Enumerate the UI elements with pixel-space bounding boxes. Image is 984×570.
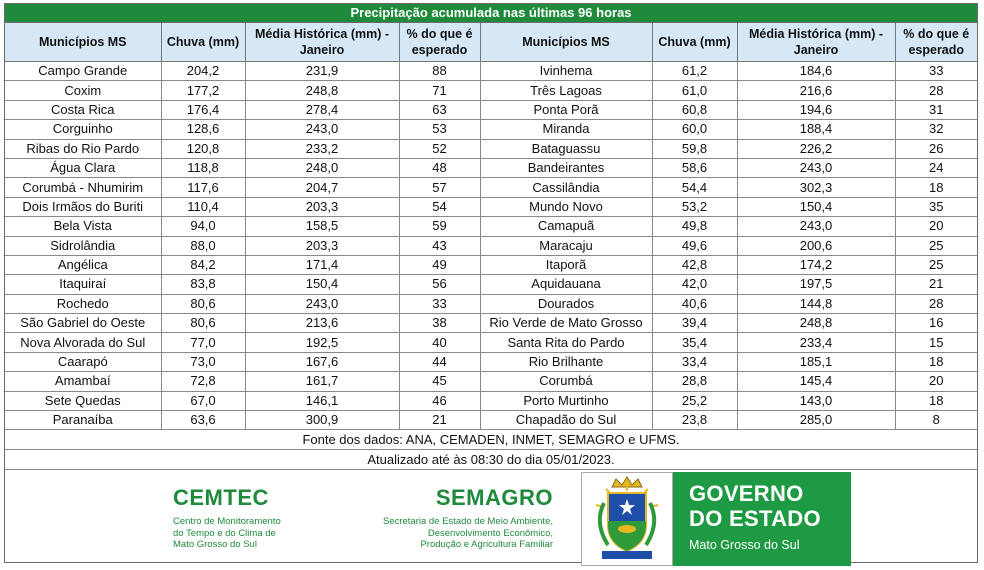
- cell-chuva: 39,4: [652, 314, 737, 333]
- semagro-desc-line: Desenvolvimento Econômico,: [427, 527, 553, 539]
- cell-percent: 49: [399, 255, 480, 274]
- cell-municipio: Sidrolândia: [5, 236, 161, 255]
- precipitation-table: [5, 23, 977, 430]
- cell-percent: 32: [895, 120, 977, 139]
- table-row: [5, 217, 977, 236]
- cell-chuva: 84,2: [161, 255, 245, 274]
- cell-media: 248,0: [245, 158, 399, 177]
- governo-subtitle: Mato Grosso do Sul: [689, 538, 800, 553]
- cell-chuva: 128,6: [161, 120, 245, 139]
- cell-municipio: Rio Brilhante: [480, 352, 652, 371]
- cell-chuva: 35,4: [652, 333, 737, 352]
- cell-municipio: Itaquiraí: [5, 275, 161, 294]
- semagro-name: SEMAGRO: [435, 485, 553, 511]
- cell-municipio: Maracaju: [480, 236, 652, 255]
- table-row: [5, 294, 977, 313]
- cell-percent: 57: [399, 178, 480, 197]
- cell-media: 213,6: [245, 314, 399, 333]
- cell-percent: 25: [895, 255, 977, 274]
- cell-municipio: Mundo Novo: [480, 197, 652, 216]
- table-row: [5, 139, 977, 158]
- cell-percent: 26: [895, 139, 977, 158]
- cell-chuva: 54,4: [652, 178, 737, 197]
- cell-percent: 52: [399, 139, 480, 158]
- cell-municipio: Santa Rita do Pardo: [480, 333, 652, 352]
- cell-media: 200,6: [737, 236, 895, 255]
- governo-title: [689, 481, 821, 531]
- precipitation-report: [4, 3, 978, 563]
- table-row: [5, 81, 977, 100]
- cell-media: 194,6: [737, 100, 895, 119]
- cell-media: 150,4: [737, 197, 895, 216]
- table-row: [5, 120, 977, 139]
- table-header-row: [5, 23, 977, 62]
- cell-chuva: 60,0: [652, 120, 737, 139]
- cell-municipio: Rio Verde de Mato Grosso: [480, 314, 652, 333]
- semagro-desc-line: Secretaria de Estado de Meio Ambiente,: [382, 516, 553, 528]
- cemtec-description: [173, 516, 323, 551]
- cell-media: 203,3: [245, 236, 399, 255]
- cell-percent: 16: [895, 314, 977, 333]
- cell-media: 203,3: [245, 197, 399, 216]
- cell-municipio: Caarapó: [5, 352, 161, 371]
- cell-media: 145,4: [737, 372, 895, 391]
- cell-chuva: 61,2: [652, 62, 737, 81]
- cell-percent: 88: [399, 62, 480, 81]
- cell-chuva: 49,6: [652, 236, 737, 255]
- cell-media: 233,2: [245, 139, 399, 158]
- cell-municipio: Bandeirantes: [480, 158, 652, 177]
- cell-media: 233,4: [737, 333, 895, 352]
- cell-chuva: 25,2: [652, 391, 737, 410]
- data-source: Fonte dos dados: ANA, CEMADEN, INMET, SEMAGRO e UFMS.: [5, 430, 977, 450]
- cell-media: 174,2: [737, 255, 895, 274]
- cell-chuva: 88,0: [161, 236, 245, 255]
- table-row: [5, 275, 977, 294]
- cell-chuva: 80,6: [161, 294, 245, 313]
- cell-media: 243,0: [737, 158, 895, 177]
- cell-media: 192,5: [245, 333, 399, 352]
- cell-percent: 28: [895, 294, 977, 313]
- cell-chuva: 59,8: [652, 139, 737, 158]
- cell-chuva: 176,4: [161, 100, 245, 119]
- cell-chuva: 177,2: [161, 81, 245, 100]
- cell-percent: 21: [399, 411, 480, 430]
- cell-media: 167,6: [245, 352, 399, 371]
- cell-municipio: Ivinhema: [480, 62, 652, 81]
- cell-media: 248,8: [737, 314, 895, 333]
- cell-percent: 8: [895, 411, 977, 430]
- cell-municipio: Miranda: [480, 120, 652, 139]
- cell-municipio: Bela Vista: [5, 217, 161, 236]
- cell-media: 285,0: [737, 411, 895, 430]
- cell-chuva: 63,6: [161, 411, 245, 430]
- cell-percent: 24: [895, 158, 977, 177]
- header-municipio-right: Municípios MS: [480, 23, 652, 62]
- cell-percent: 18: [895, 391, 977, 410]
- cell-chuva: 110,4: [161, 197, 245, 216]
- cemtec-desc-line: do Tempo e do Clima de: [173, 527, 276, 539]
- table-row: [5, 197, 977, 216]
- cell-chuva: 120,8: [161, 139, 245, 158]
- cell-chuva: 80,6: [161, 314, 245, 333]
- governo-logo: [673, 472, 851, 566]
- table-row: [5, 372, 977, 391]
- cell-municipio: Costa Rica: [5, 100, 161, 119]
- cell-chuva: 204,2: [161, 62, 245, 81]
- table-row: [5, 314, 977, 333]
- semagro-description: [363, 516, 553, 551]
- table-row: [5, 333, 977, 352]
- cell-media: 143,0: [737, 391, 895, 410]
- cell-chuva: 118,8: [161, 158, 245, 177]
- cell-media: 184,6: [737, 62, 895, 81]
- update-timestamp: Atualizado até às 08:30 do dia 05/01/2023.: [5, 450, 977, 470]
- cell-chuva: 53,2: [652, 197, 737, 216]
- table-row: [5, 178, 977, 197]
- header-municipio-left: Municípios MS: [5, 23, 161, 62]
- governo-title-line: GOVERNO: [689, 481, 804, 507]
- cell-percent: 46: [399, 391, 480, 410]
- cell-media: 243,0: [245, 120, 399, 139]
- cell-municipio: Corguinho: [5, 120, 161, 139]
- cell-municipio: Dois Irmãos do Buriti: [5, 197, 161, 216]
- cell-media: 158,5: [245, 217, 399, 236]
- cell-percent: 18: [895, 352, 977, 371]
- cell-chuva: 42,0: [652, 275, 737, 294]
- coat-of-arms-icon: [582, 473, 672, 565]
- header-media-left: Média Histórica (mm) - Janeiro: [245, 23, 399, 62]
- cell-chuva: 42,8: [652, 255, 737, 274]
- cell-percent: 44: [399, 352, 480, 371]
- cell-media: 188,4: [737, 120, 895, 139]
- cell-percent: 63: [399, 100, 480, 119]
- cell-chuva: 58,6: [652, 158, 737, 177]
- cell-media: 278,4: [245, 100, 399, 119]
- cell-municipio: Bataguassu: [480, 139, 652, 158]
- cell-chuva: 60,8: [652, 100, 737, 119]
- header-media-right: Média Histórica (mm) - Janeiro: [737, 23, 895, 62]
- table-row: [5, 255, 977, 274]
- report-title: Precipitação acumulada nas últimas 96 horas: [5, 4, 977, 23]
- cell-percent: 33: [895, 62, 977, 81]
- cell-media: 144,8: [737, 294, 895, 313]
- cell-media: 302,3: [737, 178, 895, 197]
- cell-percent: 18: [895, 178, 977, 197]
- cell-percent: 28: [895, 81, 977, 100]
- cell-chuva: 83,8: [161, 275, 245, 294]
- semagro-desc-line: Produção e Agricultura Familiar: [420, 539, 553, 551]
- cell-media: 216,6: [737, 81, 895, 100]
- cell-percent: 21: [895, 275, 977, 294]
- header-percent-right: % do que é esperado: [895, 23, 977, 62]
- cell-municipio: Três Lagoas: [480, 81, 652, 100]
- cell-percent: 45: [399, 372, 480, 391]
- cell-percent: 56: [399, 275, 480, 294]
- cell-municipio: Aquidauana: [480, 275, 652, 294]
- table-row: [5, 236, 977, 255]
- cell-chuva: 77,0: [161, 333, 245, 352]
- cemtec-desc-line: Centro de Monitoramento: [173, 516, 281, 528]
- cell-media: 243,0: [245, 294, 399, 313]
- cell-municipio: Rochedo: [5, 294, 161, 313]
- cell-media: 171,4: [245, 255, 399, 274]
- cell-municipio: Corumbá: [480, 372, 652, 391]
- cell-media: 197,5: [737, 275, 895, 294]
- cell-percent: 35: [895, 197, 977, 216]
- cell-municipio: Corumbá - Nhumirim: [5, 178, 161, 197]
- cell-municipio: Porto Murtinho: [480, 391, 652, 410]
- table-row: [5, 158, 977, 177]
- cell-percent: 43: [399, 236, 480, 255]
- cell-media: 146,1: [245, 391, 399, 410]
- cell-municipio: Nova Alvorada do Sul: [5, 333, 161, 352]
- cell-media: 161,7: [245, 372, 399, 391]
- table-body: [5, 62, 977, 430]
- header-chuva-right: Chuva (mm): [652, 23, 737, 62]
- cell-municipio: Camapuã: [480, 217, 652, 236]
- cell-percent: 54: [399, 197, 480, 216]
- cell-percent: 25: [895, 236, 977, 255]
- cell-percent: 40: [399, 333, 480, 352]
- cell-municipio: Paranaíba: [5, 411, 161, 430]
- cemtec-logo: [173, 486, 323, 551]
- cell-municipio: Água Clara: [5, 158, 161, 177]
- cell-percent: 20: [895, 217, 977, 236]
- table-row: [5, 411, 977, 430]
- cemtec-desc-line: Mato Grosso do Sul: [173, 539, 257, 551]
- cell-chuva: 33,4: [652, 352, 737, 371]
- cell-media: 248,8: [245, 81, 399, 100]
- cell-municipio: Chapadão do Sul: [480, 411, 652, 430]
- state-coat-of-arms: [581, 472, 673, 566]
- table-row: [5, 391, 977, 410]
- semagro-logo: [363, 486, 553, 551]
- cell-chuva: 49,8: [652, 217, 737, 236]
- cell-percent: 33: [399, 294, 480, 313]
- table-row: [5, 100, 977, 119]
- cell-media: 150,4: [245, 275, 399, 294]
- cell-chuva: 94,0: [161, 217, 245, 236]
- table-row: [5, 62, 977, 81]
- cell-chuva: 72,8: [161, 372, 245, 391]
- cell-municipio: Cassilândia: [480, 178, 652, 197]
- cell-municipio: Campo Grande: [5, 62, 161, 81]
- cell-percent: 48: [399, 158, 480, 177]
- cell-media: 185,1: [737, 352, 895, 371]
- cell-percent: 59: [399, 217, 480, 236]
- cell-chuva: 61,0: [652, 81, 737, 100]
- cell-media: 300,9: [245, 411, 399, 430]
- cell-chuva: 28,8: [652, 372, 737, 391]
- cell-chuva: 117,6: [161, 178, 245, 197]
- cemtec-name: CEMTEC: [173, 485, 269, 511]
- cell-percent: 38: [399, 314, 480, 333]
- cell-municipio: Sete Quedas: [5, 391, 161, 410]
- cell-percent: 15: [895, 333, 977, 352]
- cell-chuva: 23,8: [652, 411, 737, 430]
- logo-footer: [5, 470, 977, 568]
- cell-chuva: 40,6: [652, 294, 737, 313]
- cell-percent: 31: [895, 100, 977, 119]
- cell-percent: 71: [399, 81, 480, 100]
- cell-municipio: Amambaí: [5, 372, 161, 391]
- cell-percent: 20: [895, 372, 977, 391]
- header-percent-left: % do que é esperado: [399, 23, 480, 62]
- cell-municipio: Angélica: [5, 255, 161, 274]
- cell-media: 243,0: [737, 217, 895, 236]
- cell-chuva: 73,0: [161, 352, 245, 371]
- cell-municipio: Coxim: [5, 81, 161, 100]
- table-row: [5, 352, 977, 371]
- cell-chuva: 67,0: [161, 391, 245, 410]
- cell-media: 204,7: [245, 178, 399, 197]
- cell-municipio: Ribas do Rio Pardo: [5, 139, 161, 158]
- cell-municipio: Ponta Porã: [480, 100, 652, 119]
- header-chuva-left: Chuva (mm): [161, 23, 245, 62]
- cell-municipio: São Gabriel do Oeste: [5, 314, 161, 333]
- cell-media: 226,2: [737, 139, 895, 158]
- cell-media: 231,9: [245, 62, 399, 81]
- cell-municipio: Itaporã: [480, 255, 652, 274]
- cell-percent: 53: [399, 120, 480, 139]
- cell-municipio: Dourados: [480, 294, 652, 313]
- governo-title-line: DO ESTADO: [689, 506, 821, 532]
